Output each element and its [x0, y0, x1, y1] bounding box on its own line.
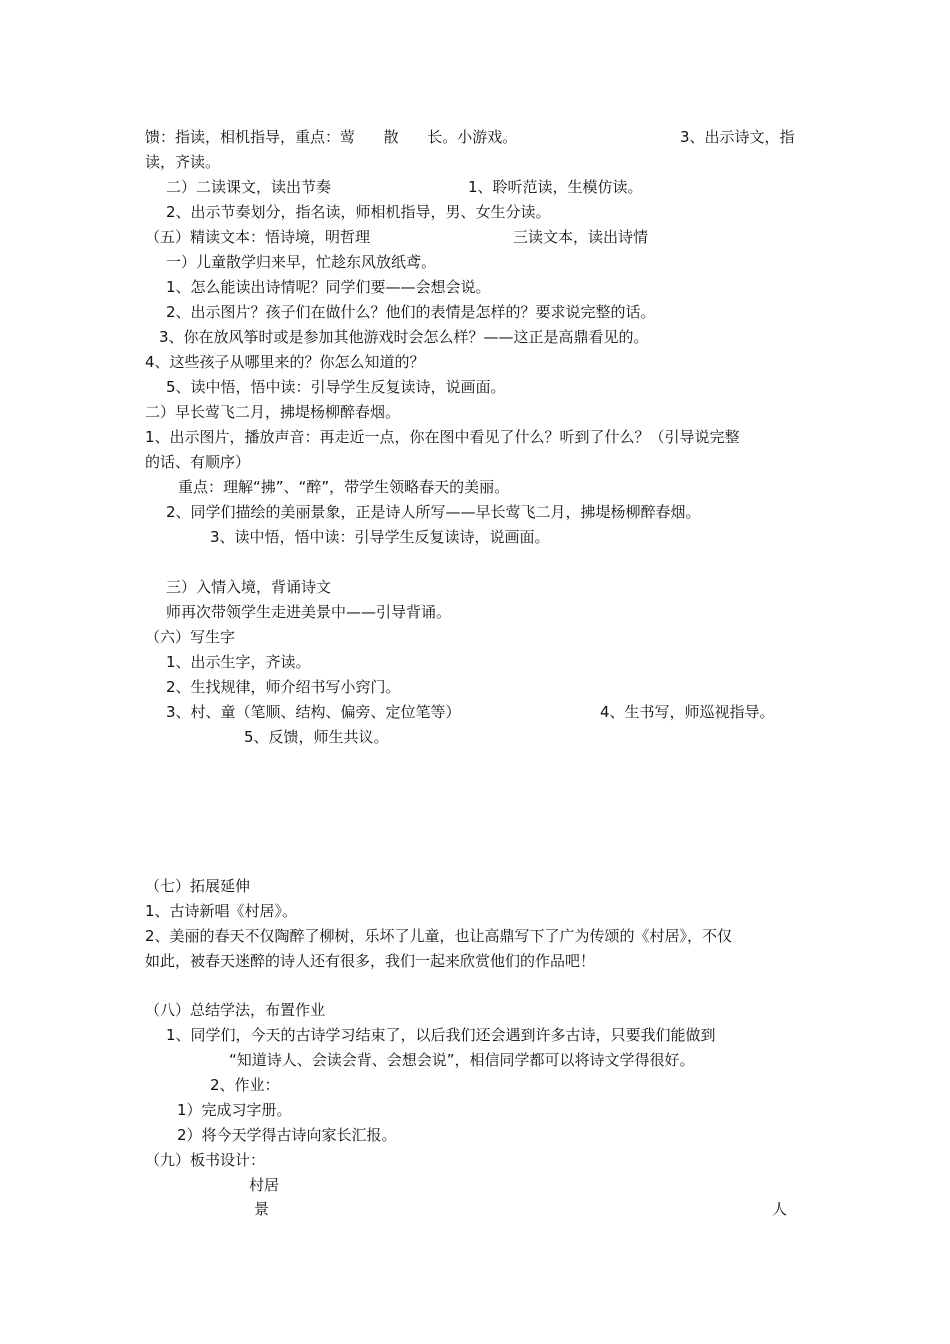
text-line: 3、村、童（笔顺、结构、偏旁、定位笔等） [166, 703, 461, 721]
board-item-people: 人 [772, 1200, 788, 1218]
text-line: 2、作业： [210, 1076, 280, 1094]
text-line: 3、你在放风筝时或是参加其他游戏时会怎么样？——这正是高鼎看见的。 [159, 328, 649, 346]
text-line: 1、怎么能读出诗情呢？同学们要——会想会说。 [166, 278, 491, 296]
section-heading: 三）入情入境，背诵诗文 [166, 578, 332, 596]
text-line: 2、美丽的春天不仅陶醉了柳树，乐坏了儿童，也让高鼎写下了广为传颂的《村居》，不仅 [145, 927, 733, 945]
text-line: 2、生找规律，师介绍书写小窍门。 [166, 678, 401, 696]
text-line: “知道诗人、会读会背、会想会说”，相信同学都可以将诗文学得很好。 [229, 1051, 695, 1069]
text-line: 1、出示图片，播放声音：再走近一点，你在图中看见了什么？听到了什么？（引导说完整 [145, 428, 740, 446]
text-line: 1、出示生字，齐读。 [166, 653, 311, 671]
text-line: 1）完成习字册。 [177, 1101, 292, 1119]
text-line: 1、同学们，今天的古诗学习结束了，以后我们还会遇到许多古诗，只要我们能做到 [166, 1026, 716, 1044]
section-heading: （九）板书设计： [145, 1151, 266, 1169]
text-line: 4、这些孩子从哪里来的？你怎么知道的？ [145, 353, 425, 371]
text-line: 2、同学们描绘的美丽景象，正是诗人所写——早长莺飞二月，拂堤杨柳醉春烟。 [166, 503, 701, 521]
text-line: 2）将今天学得古诗向家长汇报。 [177, 1126, 397, 1144]
board-item-scene: 景 [254, 1200, 270, 1218]
section-heading: 一）儿童散学归来早，忙趁东风放纸鸢。 [166, 253, 437, 271]
section-heading: （八）总结学法，布置作业 [145, 1001, 326, 1019]
text-line: 2、出示图片？孩子们在做什么？他们的表情是怎样的？要求说完整的话。 [166, 303, 656, 321]
section-heading: （五）精读文本：悟诗境，明哲理 [145, 228, 371, 246]
text-line: 如此，被春天迷醉的诗人还有很多，我们一起来欣赏他们的作品吧！ [145, 952, 596, 970]
text-line: 5、反馈，师生共议。 [244, 728, 389, 746]
section-heading: （七）拓展延伸 [145, 877, 251, 895]
section-heading: 二）二读课文，读出节奏 [166, 178, 332, 196]
text-line: 读，齐读。 [145, 153, 221, 171]
text-line: 馈：指读，相机指导，重点：莺 散 长。小游戏。 [145, 128, 518, 146]
board-title: 村居 [249, 1176, 280, 1194]
text-line: 3、读中悟，悟中读：引导学生反复读诗，说画面。 [210, 528, 550, 546]
text-line: 三读文本，读出诗情 [513, 228, 649, 246]
text-line: 1、聆听范读，生模仿读。 [468, 178, 643, 196]
section-heading: 二）早长莺飞二月，拂堤杨柳醉春烟。 [145, 403, 401, 421]
text-line: 2、出示节奏划分，指名读，师相机指导，男、女生分读。 [166, 203, 551, 221]
text-line: 5、读中悟，悟中读：引导学生反复读诗，说画面。 [166, 378, 506, 396]
text-line: 3、出示诗文，指 [680, 128, 795, 146]
text-line: 4、生书写，师巡视指导。 [600, 703, 775, 721]
section-heading: （六）写生字 [145, 628, 236, 646]
text-line: 师再次带领学生走进美景中——引导背诵。 [166, 603, 452, 621]
text-line: 1、古诗新唱《村居》。 [145, 902, 298, 920]
text-line: 的话、有顺序） [145, 453, 251, 471]
text-line: 重点：理解“拂”、“醉”，带学生领略春天的美丽。 [178, 478, 510, 496]
